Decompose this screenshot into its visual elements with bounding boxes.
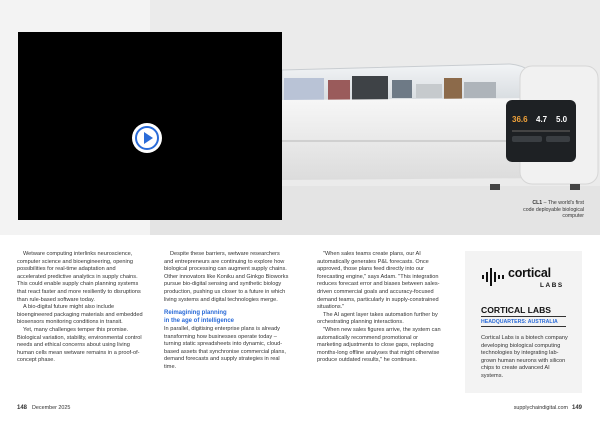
paragraph: In parallel, digitising enterprise plans is already transforming how businesses operate today – turning static spreadsheets into dynamic, cloud-based assets that synchronise commercial plans, demand forecasts and supply strategies in real time. [164,325,286,370]
divider [481,326,566,327]
article-column-2 [164,251,290,372]
issue-date: December 2025 [32,405,71,411]
page-number-right: 149 [571,405,582,411]
company-description: Cortical Labs is a biotech company developing biological computing technologies by integrating lab-grown human neurons with silicon chips to create advanced AI systems. [481,335,568,379]
logo-sub: LABS [540,282,564,289]
readout-three: 5.0 [556,115,568,124]
cortical-labs-logo [480,265,570,295]
paragraph: The AI agent layer takes automation further by orchestrating planning interactions. [317,311,438,326]
article-column-1 [17,251,143,365]
readout-temp: 36.6 [512,115,528,124]
company-sidebar [465,251,582,393]
logo-word: cortical [508,266,551,280]
article-column-3 [317,251,443,365]
footer-right [514,405,582,411]
photo-caption [520,200,584,220]
paragraph: Despite these barriers, wetware researchers and entrepreneurs are continuing to explore how biological processing can augment supply chains. Other innovators like Koniku and Ginkgo Bioworks pursue bio-digital sensing and synthetic biology production, pushing us closer to a future in which living systems and digital technologies merge. [164,251,289,303]
play-button[interactable] [132,123,162,153]
page-number-left: 148 [17,405,28,411]
play-ring [135,126,159,150]
company-name: CORTICAL LABS [481,305,552,315]
readout-two: 4.7 [536,115,548,124]
site-url[interactable]: supplychaindigital.com [513,405,568,411]
subhead-line: in the age of intelligence [164,317,235,324]
paragraph: "When new sales figures arrive, the system can automatically recommend promotional or marketing adjustments to close gaps, replacing months-long offline analyses that might otherwise produce outdated results," he continues. [317,326,441,364]
paragraph: Wetware computing interlinks neuroscience, computer science and bioengineering, opening possibilities for real-time adaptation and accelerated predictive analytics in supply chains. This could enable supply chain planning systems that react faster and more resiliently to disruptions than rule-based software today. [17,251,141,303]
section-subhead [164,310,290,325]
caption-number: CL1 [532,200,543,206]
paragraph: Yet, many challenges temper this promise. Biological variation, stability, environmental control needs and ethical concerns about using living human cells mean wetware remains in a proof-of-concept phase. [17,326,142,364]
cortical-logo-icon [482,266,508,288]
footer-left [17,405,70,411]
subhead-line: Reimagining planning [164,310,227,317]
headquarters-label: HEADQUARTERS: AUSTRALIA [481,319,558,325]
paragraph: "When sales teams create plans, our AI automatically generates P&L forecasts. Once approved, those plans feed directly into our forecasting engine," says Adam. "This integration reduces forecast error and biases between sales-driven commercial goals and accuracy-focused demand teams, particularly in supply-constrained situations." [317,251,440,311]
caption-text: – The world's first code deployable biological computer [523,200,584,220]
divider [481,316,566,317]
paragraph: A bio-digital future might also include bioengineered packaging materials and embedded biosensors monitoring conditions in transit. [17,304,143,326]
